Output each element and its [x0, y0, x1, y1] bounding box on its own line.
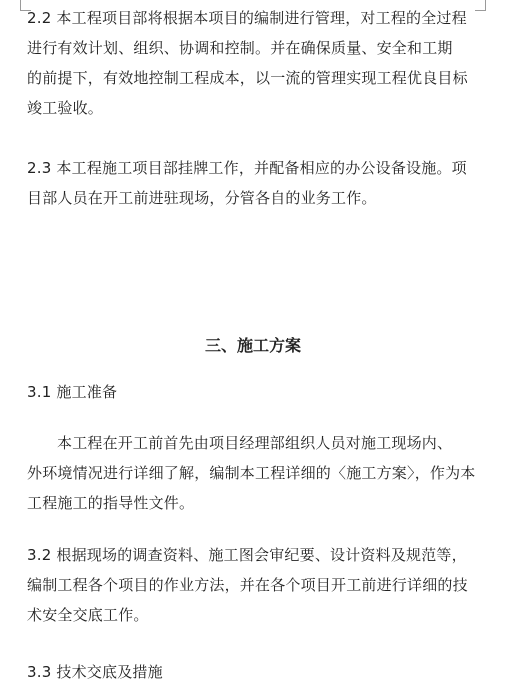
text-line: 进行有效计划、组织、协调和控制。并在确保质量、安全和工期 [27, 39, 453, 57]
subheading-3-3 [27, 657, 479, 687]
text-line: 本工程在开工前首先由项目经理部组织人员对施工现场内、 [57, 434, 453, 452]
text-line: 工程施工的指导性文件。 [27, 494, 195, 512]
paragraph-2-2 [27, 3, 479, 123]
text-line: 2.2 本工程项目部将根据本项目的编制进行管理，对工程的全过程 [27, 9, 467, 27]
section-heading: 三、施工方案 [204, 336, 301, 355]
text-line: 2.3 本工程施工项目部挂牌工作，并配备相应的办公设备设施。项 [27, 159, 467, 177]
text-line: 术安全交底工作。 [27, 606, 149, 624]
text-line: 外环境情况进行详细了解，编制本工程详细的〈施工方案〉，作为本 [27, 464, 476, 482]
subheading-3-1 [27, 377, 479, 407]
paragraph-3-1-body [27, 428, 479, 518]
text-line: 3.2 根据现场的调查资料、施工图会审纪要、设计资料及规范等， [27, 546, 467, 564]
text-line: 的前提下，有效地控制工程成本，以一流的管理实现工程优良目标 [27, 69, 468, 87]
text-line: 3.1 施工准备 [27, 383, 118, 401]
text-line: 目部人员在开工前进驻现场，分管各自的业务工作。 [27, 189, 377, 207]
text-line: 3.3 技术交底及措施 [27, 663, 163, 681]
text-line: 编制工程各个项目的作业方法，并在各个项目开工前进行详细的技 [27, 576, 468, 594]
text-line: 竣工验收。 [27, 99, 104, 117]
paragraph-2-3 [27, 153, 479, 213]
paragraph-3-2 [27, 540, 479, 630]
